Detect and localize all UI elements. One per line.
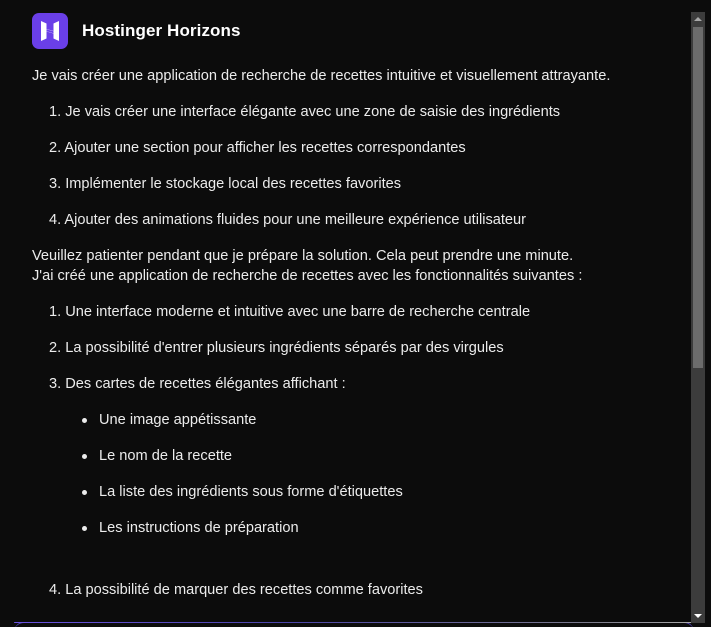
features-list-continued [32, 580, 682, 600]
scrollbar-thumb[interactable] [693, 27, 703, 368]
feature-item: 4. La possibilité de marquer des recettes comme favorites [49, 582, 423, 598]
intro-text: Je vais créer une application de recherche de recettes intuitive et visuellement attrayante. [32, 68, 611, 84]
assistant-message [32, 66, 682, 600]
card-items-list [32, 410, 682, 538]
card-item: Une image appétissante [82, 410, 682, 430]
plan-step: 1. Je vais créer une interface élégante avec une zone de saisie des ingrédients [49, 104, 561, 120]
feature-item: 3. Des cartes de recettes élégantes affichant : [49, 376, 346, 392]
plan-steps-list [32, 102, 682, 230]
scroll-up-button[interactable] [691, 12, 705, 26]
wait-note: Veuillez patienter pendant que je prépare la solution. Cela peut prendre une minute. [32, 248, 574, 264]
plan-step: 2. Ajouter une section pour afficher les recettes correspondantes [49, 140, 466, 156]
feature-item: 1. Une interface moderne et intuitive avec une barre de recherche centrale [49, 304, 531, 320]
plan-step: 4. Ajouter des animations fluides pour une meilleure expérience utilisateur [49, 212, 527, 228]
vertical-scrollbar[interactable] [691, 12, 705, 623]
features-list [32, 302, 682, 394]
card-item: La liste des ingrédients sous forme d'étiquettes [82, 482, 682, 502]
chat-header [32, 13, 241, 49]
feature-item: 2. La possibilité d'entrer plusieurs ingrédients séparés par des virgules [49, 340, 504, 356]
input-area-top-border [14, 622, 694, 627]
scroll-down-button[interactable] [691, 609, 705, 623]
summary-intro: J'ai créé une application de recherche de recettes avec les fonctionnalités suivantes : [32, 268, 583, 284]
card-item: Les instructions de préparation [82, 518, 682, 538]
card-item: Le nom de la recette [82, 446, 682, 466]
app-title: Hostinger Horizons [82, 21, 241, 40]
scroll-down-arrow-icon [694, 614, 702, 618]
plan-step: 3. Implémenter le stockage local des recettes favorites [49, 176, 402, 192]
hostinger-logo-icon [32, 13, 68, 49]
scroll-up-arrow-icon [694, 17, 702, 21]
